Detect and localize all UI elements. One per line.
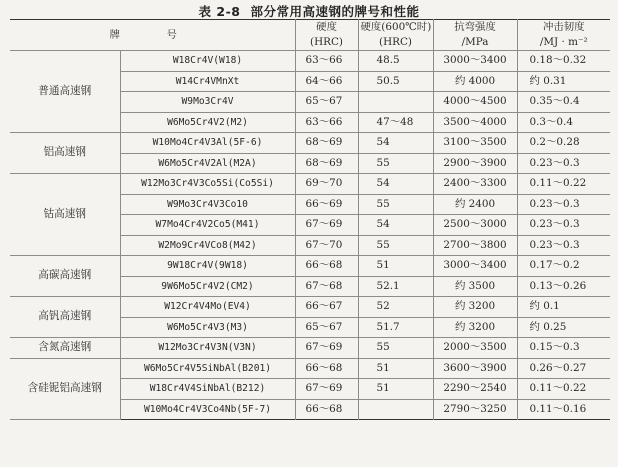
hardness-cell: 65～67 [295,92,358,113]
header-hot-hardness-line1: 硬度(600℃时) [360,21,432,33]
header-impact-toughness-line2: /MJ · m⁻² [539,36,588,48]
category-cell: 高碳高速钢 [10,256,120,297]
bending-strength-cell: 约 4000 [433,71,517,92]
grade-cell: W10Mo4Cr4V3Al(5F-6) [120,133,295,154]
hardness-cell: 66～68 [295,399,358,420]
bending-strength-cell: 约 3500 [433,276,517,297]
header-impact-toughness-line1: 冲击韧度 [542,21,585,33]
grade-cell: W9Mo3Cr4V3Co10 [120,194,295,215]
table-body [10,51,610,420]
table-row [10,338,610,359]
impact-toughness-cell: 0.35～0.4 [517,92,610,113]
grade-cell: W12Mo3Cr4V3N(V3N) [120,338,295,359]
hot-hardness-cell: 55 [358,153,433,174]
table-caption: 部分常用高速钢的牌号和性能 [250,4,420,19]
bending-strength-cell: 约 3200 [433,317,517,338]
impact-toughness-cell: 0.26～0.27 [517,358,610,379]
impact-toughness-cell: 0.13～0.26 [517,276,610,297]
hot-hardness-cell: 48.5 [358,51,433,72]
hot-hardness-cell: 51 [358,358,433,379]
impact-toughness-cell: 0.11～0.16 [517,399,610,420]
grade-cell: W7Mo4Cr4V2Co5(M41) [120,215,295,236]
category-cell: 普通高速钢 [10,51,120,133]
header-impact-toughness [517,20,610,51]
impact-toughness-cell: 0.18～0.32 [517,51,610,72]
header-hot-hardness-line2: (HRC) [379,36,412,48]
hot-hardness-cell: 55 [358,338,433,359]
header-bending-strength-line1: 抗弯强度 [454,21,496,33]
category-cell: 高钒高速钢 [10,297,120,338]
hot-hardness-cell [358,399,433,420]
grade-cell: W12Cr4V4Mo(EV4) [120,297,295,318]
impact-toughness-cell: 0.23～0.3 [517,235,610,256]
hardness-cell: 67～69 [295,215,358,236]
table-row [10,51,610,72]
hardness-cell: 67～68 [295,276,358,297]
grade-cell: W2Mo9Cr4VCo8(M42) [120,235,295,256]
hot-hardness-cell: 52 [358,297,433,318]
grade-cell: W18Cr4V4SiNbAl(B212) [120,379,295,400]
hot-hardness-cell: 54 [358,215,433,236]
grade-cell: W6Mo5Cr4V5SiNbAl(B201) [120,358,295,379]
impact-toughness-cell: 0.15～0.3 [517,338,610,359]
impact-toughness-cell: 0.23～0.3 [517,194,610,215]
bending-strength-cell: 3600～3900 [433,358,517,379]
hot-hardness-cell [358,92,433,113]
header-bending-strength-line2: /MPa [461,36,489,48]
category-cell: 含硅铌铝高速钢 [10,358,120,420]
impact-toughness-cell: 0.17～0.2 [517,256,610,277]
table-row [10,174,610,195]
hot-hardness-cell: 47～48 [358,112,433,133]
bending-strength-cell: 2400～3300 [433,174,517,195]
hardness-cell: 68～69 [295,153,358,174]
grade-cell: 9W18Cr4V(9W18) [120,256,295,277]
bending-strength-cell: 约 2400 [433,194,517,215]
header-hardness [295,20,358,51]
bending-strength-cell: 3000～3400 [433,256,517,277]
impact-toughness-cell: 0.11～0.22 [517,379,610,400]
grade-cell: 9W6Mo5Cr4V2(CM2) [120,276,295,297]
impact-toughness-cell: 约 0.31 [517,71,610,92]
bending-strength-cell: 3100～3500 [433,133,517,154]
bending-strength-cell: 2700～3800 [433,235,517,256]
grade-cell: W10Mo4Cr4V3Co4Nb(5F-7) [120,399,295,420]
grade-cell: W9Mo3Cr4V [120,92,295,113]
hss-grade-table [10,19,610,420]
bending-strength-cell: 2790～3250 [433,399,517,420]
hardness-cell: 64～66 [295,71,358,92]
hot-hardness-cell: 51.7 [358,317,433,338]
hot-hardness-cell: 52.1 [358,276,433,297]
hot-hardness-cell: 54 [358,174,433,195]
table-row [10,297,610,318]
hardness-cell: 66～69 [295,194,358,215]
grade-cell: W6Mo5Cr4V2Al(M2A) [120,153,295,174]
hardness-cell: 66～68 [295,358,358,379]
hardness-cell: 63～66 [295,112,358,133]
table-number: 表 2-8 [198,4,241,19]
impact-toughness-cell: 约 0.25 [517,317,610,338]
impact-toughness-cell: 0.23～0.3 [517,153,610,174]
header-hardness-line1: 硬度 [316,21,337,33]
grade-cell: W18Cr4V(W18) [120,51,295,72]
category-cell: 铝高速钢 [10,133,120,174]
bending-strength-cell: 4000～4500 [433,92,517,113]
hot-hardness-cell: 54 [358,133,433,154]
header-hardness-line2: (HRC) [310,36,343,48]
grade-cell: W12Mo3Cr4V3Co5Si(Co5Si) [120,174,295,195]
hardness-cell: 67～70 [295,235,358,256]
header-row [10,20,610,51]
bending-strength-cell: 2500～3000 [433,215,517,236]
impact-toughness-cell: 0.2～0.28 [517,133,610,154]
table-row [10,358,610,379]
category-cell: 钴高速钢 [10,174,120,256]
header-bending-strength [433,20,517,51]
table-row [10,256,610,277]
hot-hardness-cell: 51 [358,256,433,277]
bending-strength-cell: 约 3200 [433,297,517,318]
hardness-cell: 68～69 [295,133,358,154]
bending-strength-cell: 2000～3500 [433,338,517,359]
grade-cell: W14Cr4VMnXt [120,71,295,92]
bending-strength-cell: 2290～2540 [433,379,517,400]
table-row [10,133,610,154]
hardness-cell: 69～70 [295,174,358,195]
hardness-cell: 66～68 [295,256,358,277]
impact-toughness-cell: 0.23～0.3 [517,215,610,236]
impact-toughness-cell: 0.3～0.4 [517,112,610,133]
impact-toughness-cell: 0.11～0.22 [517,174,610,195]
hardness-cell: 67～69 [295,338,358,359]
hardness-cell: 67～69 [295,379,358,400]
grade-cell: W6Mo5Cr4V3(M3) [120,317,295,338]
bending-strength-cell: 3000～3400 [433,51,517,72]
hot-hardness-cell: 55 [358,194,433,215]
header-hot-hardness [358,20,433,51]
grade-cell: W6Mo5Cr4V2(M2) [120,112,295,133]
hot-hardness-cell: 55 [358,235,433,256]
hardness-cell: 63～66 [295,51,358,72]
impact-toughness-cell: 约 0.1 [517,297,610,318]
table-title [0,2,618,20]
hot-hardness-cell: 50.5 [358,71,433,92]
header-grade: 牌 号 [10,20,295,51]
hardness-cell: 65～67 [295,317,358,338]
category-cell: 含氮高速钢 [10,338,120,359]
bending-strength-cell: 2900～3900 [433,153,517,174]
bending-strength-cell: 3500～4000 [433,112,517,133]
hot-hardness-cell: 51 [358,379,433,400]
hardness-cell: 66～67 [295,297,358,318]
